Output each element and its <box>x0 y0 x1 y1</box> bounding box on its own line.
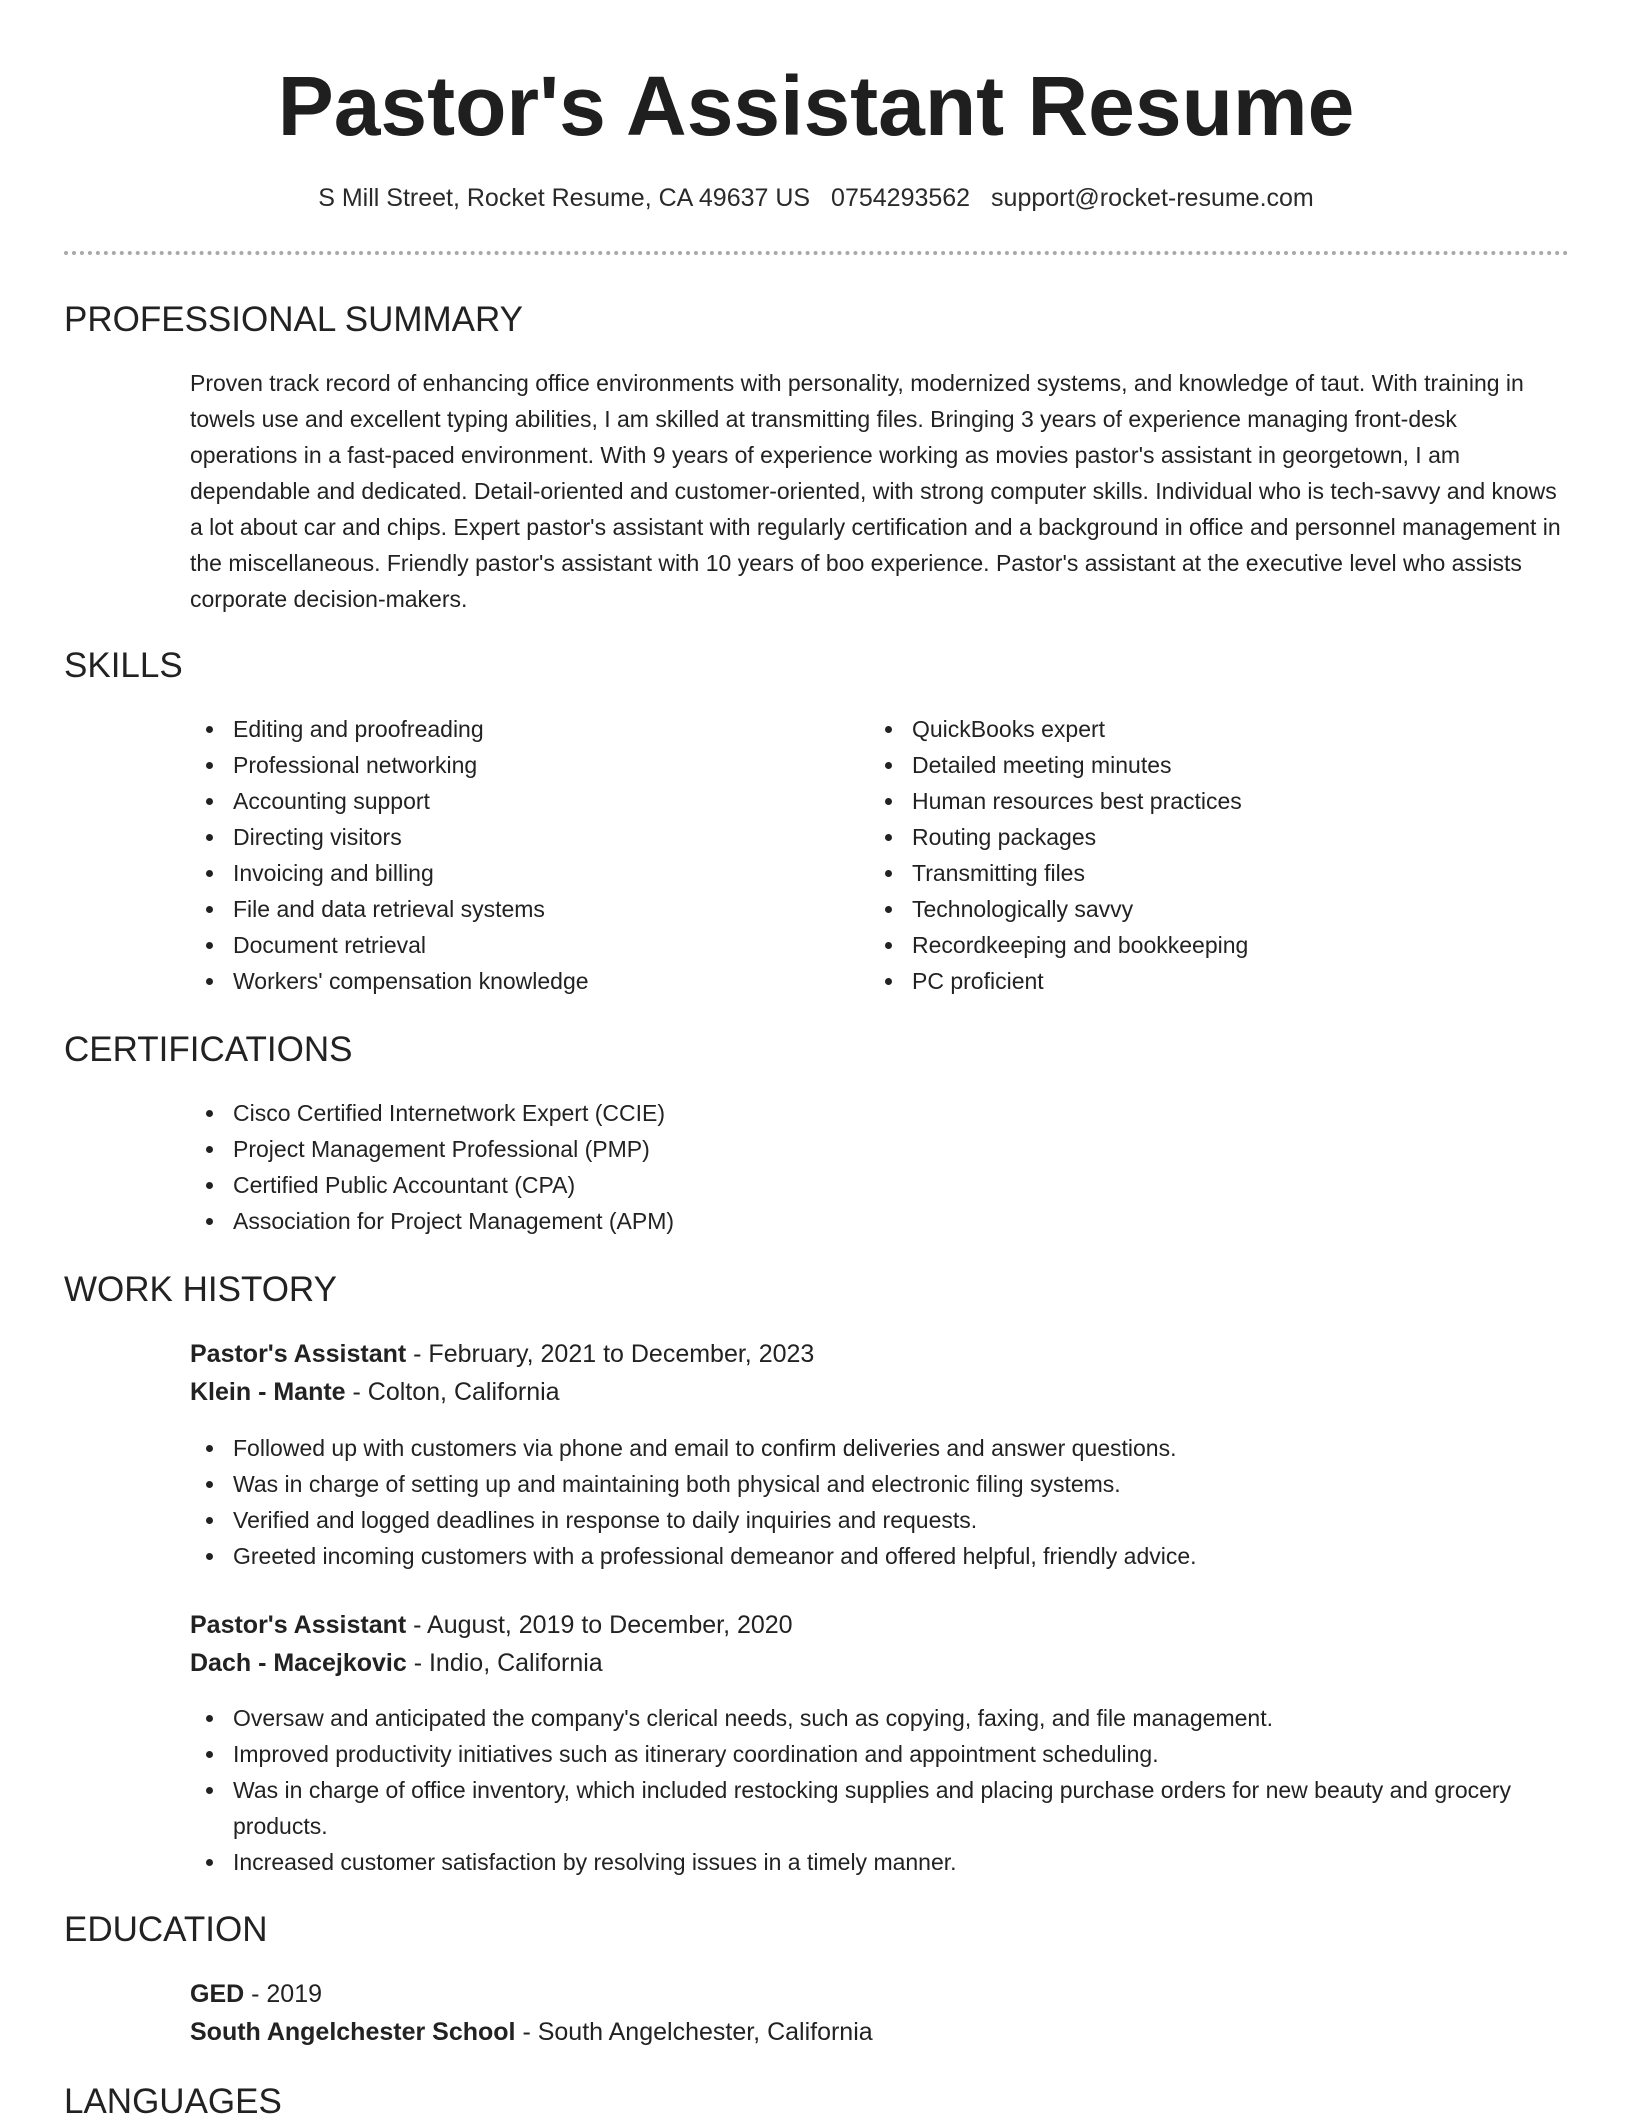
job-title-line <box>190 1336 814 1372</box>
education-school: South Angelchester School <box>190 2018 516 2046</box>
skills-right-column <box>869 711 1569 999</box>
job-company-line <box>190 1645 603 1681</box>
skill-item: Routing packages <box>869 819 1569 855</box>
skills-heading: SKILLS <box>64 646 183 685</box>
certification-item: Certified Public Accountant (CPA) <box>190 1167 1570 1203</box>
job-title: Pastor's Assistant <box>190 1611 407 1639</box>
job-bullet: Greeted incoming customers with a professional demeanor and offered helpful, friendly advice. <box>190 1538 1570 1574</box>
job-company: Klein - Mante <box>190 1378 346 1406</box>
address-text: S Mill Street, Rocket Resume, CA 49637 US <box>318 184 811 212</box>
skill-item: QuickBooks expert <box>869 711 1569 747</box>
certifications-heading: CERTIFICATIONS <box>64 1030 353 1069</box>
certifications-list <box>190 1095 1570 1239</box>
job-bullet: Oversaw and anticipated the company's clerical needs, such as copying, faxing, and file management. <box>190 1700 1570 1736</box>
job-location: - Indio, California <box>406 1649 603 1677</box>
education-school-line <box>190 2014 873 2050</box>
header-divider <box>64 251 1569 255</box>
job-bullet: Was in charge of office inventory, which included restocking supplies and placing purchase orders for new beauty and grocery products. <box>190 1772 1570 1844</box>
job-bullet: Improved productivity initiatives such as itinerary coordination and appointment scheduling. <box>190 1736 1570 1772</box>
skill-item: Recordkeeping and bookkeeping <box>869 927 1569 963</box>
job-company: Dach - Macejkovic <box>190 1649 407 1677</box>
skill-item: Professional networking <box>190 747 850 783</box>
job-bullet: Verified and logged deadlines in response to daily inquiries and requests. <box>190 1502 1570 1538</box>
skill-item: Transmitting files <box>869 855 1569 891</box>
certifications-block <box>190 1095 1570 1239</box>
skill-item: Invoicing and billing <box>190 855 850 891</box>
skill-item: Workers' compensation knowledge <box>190 963 850 999</box>
skill-item: Document retrieval <box>190 927 850 963</box>
skill-item: Editing and proofreading <box>190 711 850 747</box>
education-year: - 2019 <box>244 1980 323 2008</box>
job-dates: - August, 2019 to December, 2020 <box>406 1611 793 1639</box>
contact-line <box>0 181 1632 215</box>
job-title-line <box>190 1607 793 1643</box>
job-location: - Colton, California <box>345 1378 560 1406</box>
education-degree-line <box>190 1976 322 2012</box>
work-history-heading: WORK HISTORY <box>64 1270 337 1309</box>
skill-item: File and data retrieval systems <box>190 891 850 927</box>
phone-text: 0754293562 <box>831 184 971 212</box>
resume-title: Pastor's Assistant Resume <box>277 59 1355 153</box>
languages-heading: LANGUAGES <box>64 2082 282 2121</box>
skill-item: Detailed meeting minutes <box>869 747 1569 783</box>
skills-list-right <box>869 711 1569 999</box>
skill-item: Human resources best practices <box>869 783 1569 819</box>
job-company-line <box>190 1374 560 1410</box>
email-text: support@rocket-resume.com <box>991 184 1314 212</box>
job-bullets-block <box>190 1430 1570 1574</box>
job-title: Pastor's Assistant <box>190 1340 407 1368</box>
job-bullets <box>190 1430 1570 1574</box>
skill-item: Directing visitors <box>190 819 850 855</box>
education-heading: EDUCATION <box>64 1910 268 1949</box>
education-location: - South Angelchester, California <box>515 2018 873 2046</box>
job-bullets <box>190 1700 1570 1880</box>
job-bullets-block <box>190 1700 1570 1880</box>
job-bullet: Was in charge of setting up and maintaining both physical and electronic filing systems. <box>190 1466 1570 1502</box>
education-degree: GED <box>190 1980 245 2008</box>
job-bullet: Increased customer satisfaction by resolving issues in a timely manner. <box>190 1844 1570 1880</box>
skill-item: PC proficient <box>869 963 1569 999</box>
certification-item: Association for Project Management (APM) <box>190 1203 1570 1239</box>
certification-item: Cisco Certified Internetwork Expert (CCIE) <box>190 1095 1570 1131</box>
job-bullet: Followed up with customers via phone and email to confirm deliveries and answer questions. <box>190 1430 1570 1466</box>
skill-item: Accounting support <box>190 783 850 819</box>
skills-left-column <box>190 711 850 999</box>
job-dates: - February, 2021 to December, 2023 <box>406 1340 815 1368</box>
certification-item: Project Management Professional (PMP) <box>190 1131 1570 1167</box>
summary-heading: PROFESSIONAL SUMMARY <box>64 300 523 339</box>
skill-item: Technologically savvy <box>869 891 1569 927</box>
summary-text: Proven track record of enhancing office environments with personality, modernized systems, and knowledge of taut. With training in towels use and excellent typing abilities, I am skilled at transmitting files. Bringing 3 years of experience managing front-desk operations in a fast-paced environment. With 9 years of experience working as movies pastor's assistant in georgetown, I am dependable and dedicated. Detail-oriented and customer-oriented, with strong computer skills. Individual who is tech-savvy and knows a lot about car and chips. Expert pastor's assistant with regularly certification and a background in office and personnel management in the miscellaneous. Friendly pastor's assistant with 10 years of boo experience. Pastor's assistant at the executive level who assists corporate decision-makers. <box>190 370 1561 612</box>
skills-list-left <box>190 711 850 999</box>
